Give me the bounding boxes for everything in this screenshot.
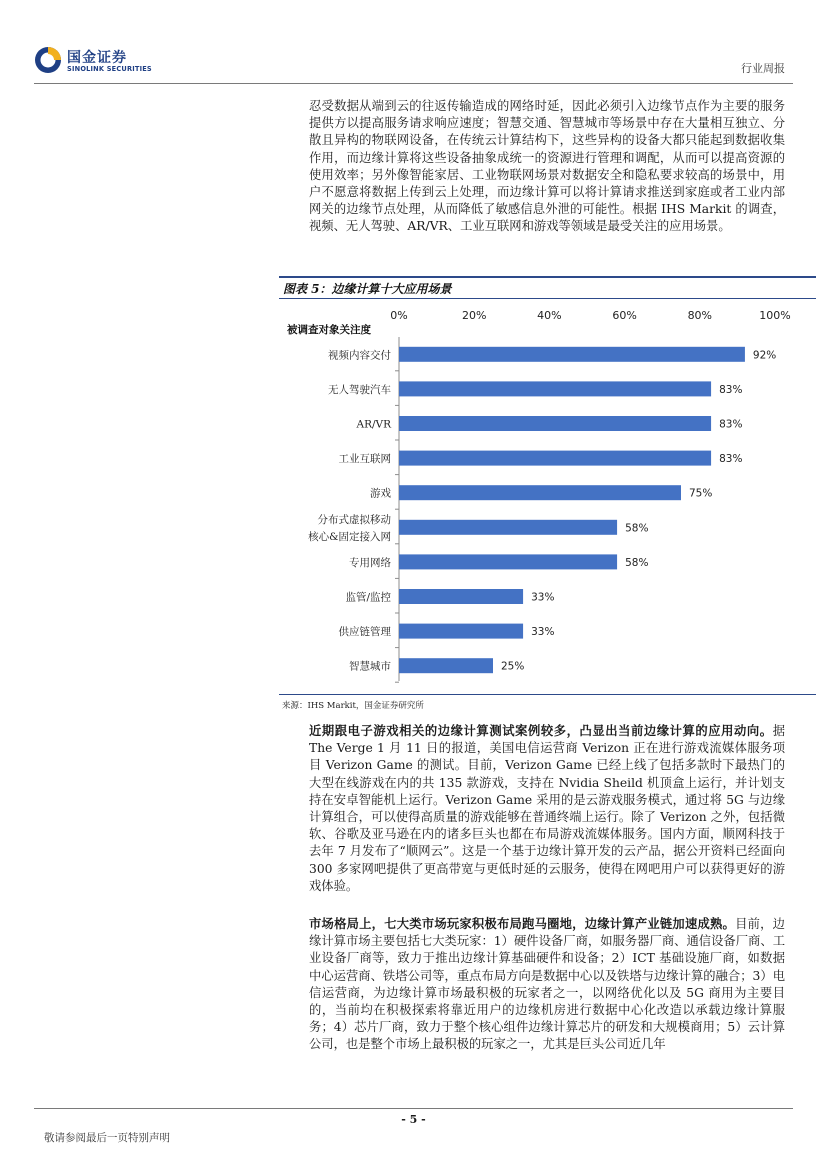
bar [399,451,711,466]
page-number: - 5 - [401,1113,426,1126]
x-tick-label: 0% [390,309,408,322]
bar [399,520,617,535]
figure-source: 来源：IHS Markit，国金证券研究所 [282,701,424,711]
data-label: 58% [625,556,649,569]
category-label: 供应链管理 [338,626,391,639]
x-tick-label: 100% [759,309,791,322]
x-tick-label: 40% [537,309,562,322]
category-label: 专用网络 [349,556,391,569]
company-logo [34,44,164,78]
body-paragraph-3 [309,915,785,1054]
bar-chart [279,299,816,692]
body-paragraph-2 [309,722,785,895]
category-label: 智慧城市 [349,660,391,673]
data-label: 92% [752,349,777,362]
x-tick-label: 60% [612,309,637,322]
body-paragraph-1: 忍受数据从端到云的往返传输造成的网络时延，因此必须引入边缘节点作为主要的服务提供方以提高服务请求响应速度；智慧交通、智慧城市等场景中存在大量相互独立、分散且异构的物联网设备，在传统云计算结构下，这些异构的设备大都只能起到数据收集作用，而边缘计算将这些设备抽象成统一的资源进行管理和调配，从而可以提高资源的使用效率；另外像智能家居、工业物联网场景对数据安全和隐私要求较高的场景中，用户不愿意将数据上传到云上处理，而边缘计算可以将计算请求推送到家庭或者工业内部网关的边缘节点处理，从而降低了敏感信息外泄的可能性。根据 IHS Markit 的调查，视频、无人驾驶、AR/VR、工业互联网和游戏等领域是最受关注的应用场景。 [309,99,785,234]
paragraph-2-body: 据 The Verge 1 月 11 日的报道，美国电信运营商 Verizon 正在进行游戏流媒体服务项目 Verizon Game 的测试。目前，Verizon Game 已经上线了包括多款时下最热门的大型在线游戏在内的共 135 款游戏，支持在 Nvidia Sheild 机顶盒上运行，并计划支持在安卓智能机上运行。Verizon Game 采用的是云游戏服务模式，通过将 5G 与边缘计算组合，可以使得高质量的游戏能够在普通终端上运行。除了 Verizon 之外，包括微软、谷歌及亚马逊在内的诸多巨头也都在布局游戏流媒体服务。国内方面，顺网科技于去年 7 月发布了“顺网云”。这是一个基于边缘计算开发的云产品，据公开资料已经面向 300 多家网吧提供了更高带宽与更低时延的云服务，使得在网吧用户可以获得更好的游戏体验。 [309,724,785,893]
footer-divider [34,1108,793,1109]
paragraph-3-body: 目前，边缘计算市场主要包括七大类玩家：1）硬件设备厂商，如服务器厂商、通信设备厂商、工业设备厂商等，致力于推出边缘计算基础硬件和设备；2）ICT 基础设施厂商，如数据中心运营商、铁塔公司等，重点布局方向是数据中心以及铁塔与边缘计算的融合；3）电信运营商，为边缘计算市场最积极的玩家者之一，以网络优化以及 5G 商用为主要目的，当前均在积极探索将靠近用户的边缘机房进行数据中心化改造以承载边缘计算服务；4）芯片厂商，致力于整个核心组件边缘计算芯片的研发和大规模商用；5）云计算公司，也是整个市场上最积极的玩家之一，尤其是巨头公司近几年 [309,917,785,1052]
data-label: 58% [625,522,649,535]
data-label: 83% [719,453,743,466]
bar [399,624,523,639]
data-label: 75% [689,487,713,500]
data-label: 83% [719,383,743,396]
bar [399,381,711,396]
bar [399,485,681,500]
bar [399,589,523,604]
bar [399,347,745,362]
document-type: 行业周报 [741,62,785,75]
footer-disclaimer: 敬请参阅最后一页特别声明 [44,1132,170,1144]
paragraph-3-lead: 市场格局上，七大类市场玩家积极布局跑马圈地，边缘计算产业链加速成熟。 [309,916,736,931]
category-label: 游戏 [370,487,391,500]
chart-container [279,299,816,692]
figure-title-bar [279,276,816,299]
category-label: 分布式虚拟移动 [317,513,391,526]
bar [399,658,493,673]
figure-bottom-rule [279,694,816,695]
x-tick-label: 80% [687,309,713,322]
data-label: 25% [501,660,525,673]
y-axis-title: 被调查对象关注度 [287,324,371,336]
logo-text-cn: 国金证券 [67,50,127,66]
bar [399,554,617,569]
category-label: 监管/监控 [345,591,391,604]
category-label: AR/VR [356,418,391,431]
category-label: 工业互联网 [338,453,391,466]
x-tick-label: 20% [461,309,487,322]
figure-title: 图表 5：边缘计算十大应用场景 [283,282,452,296]
header-divider [34,83,793,84]
paragraph-2-lead: 近期跟电子游戏相关的边缘计算测试案例较多，凸显出当前边缘计算的应用动向。 [309,723,773,738]
data-label: 33% [531,626,555,639]
bar [399,416,711,431]
page-header [0,0,827,90]
category-label: 核心&固定接入网 [308,530,391,543]
category-label: 视频内容交付 [328,349,391,362]
logo-text-en: SINOLINK SECURITIES [67,65,152,73]
data-label: 83% [719,418,743,431]
data-label: 33% [531,591,555,604]
logo-mark-icon [34,46,62,74]
category-label: 无人驾驶汽车 [328,383,391,396]
